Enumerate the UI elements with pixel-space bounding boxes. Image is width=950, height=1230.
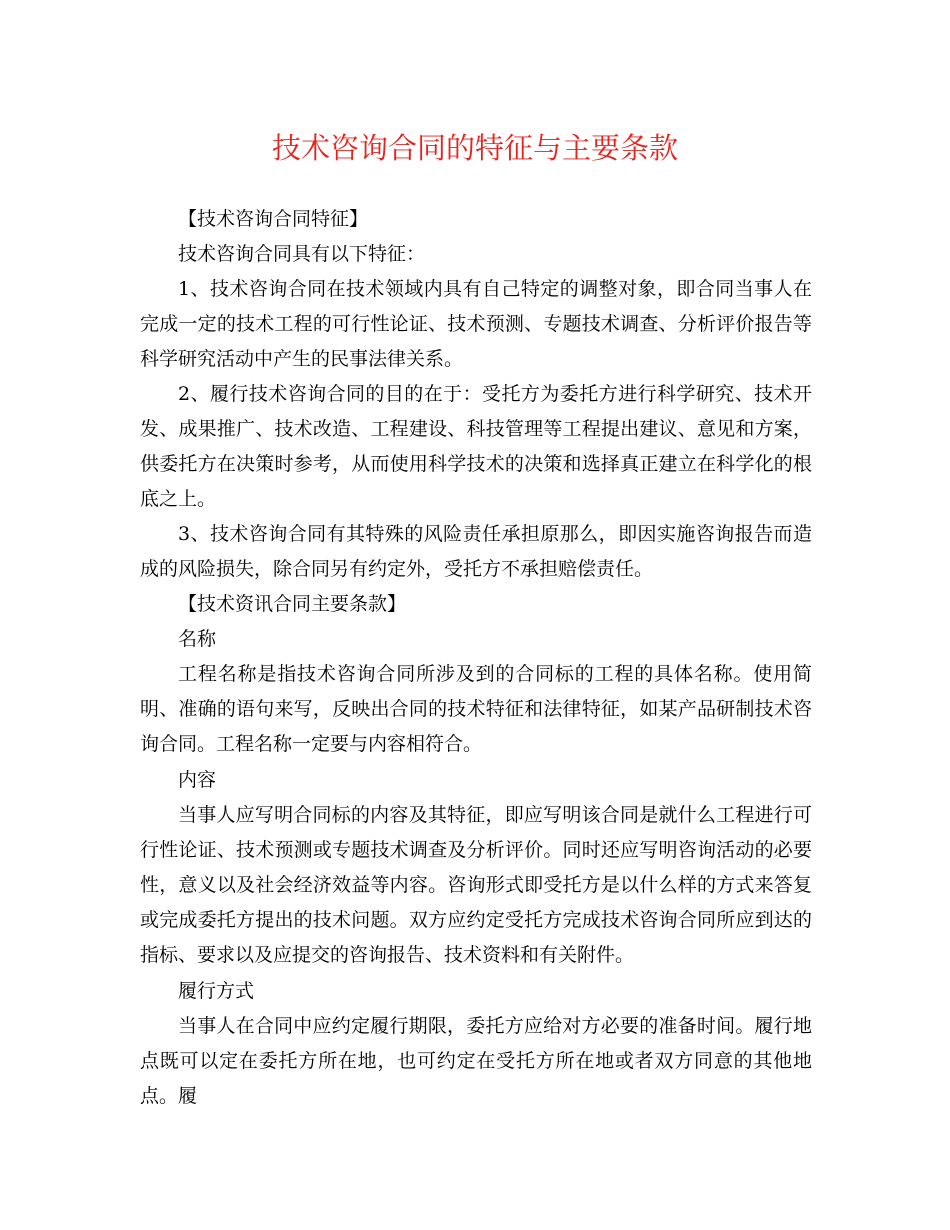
document-title: 技术咨询合同的特征与主要条款	[271, 131, 678, 165]
paragraph-feature-3: 3、技术咨询合同有其特殊的风险责任承担原那么，即因实施咨询报告而造成的风险损失，除合同另有约定外，受托方不承担赔偿责任。	[140, 523, 812, 580]
subheading-content: 内容	[178, 769, 217, 791]
section-heading-clauses: 【技术资讯合同主要条款】	[178, 593, 407, 615]
paragraph-content: 当事人应写明合同标的内容及其特征，即应写明该合同是就什么工程进行可行性论证、技术预测或专题技术调查及分析评价。同时还应写明咨询活动的必要性，意义以及社会经济效益等内容。咨询形式即受托方是以什么样的方式来答复或完成委托方提出的技术问题。双方应约定受托方完成技术咨询合同所应到达的指标、要求以及应提交的咨询报告、技术资料和有关附件。	[140, 804, 812, 966]
subheading-name: 名称	[178, 628, 217, 650]
subheading-performance: 履行方式	[178, 980, 255, 1002]
document-body	[140, 202, 812, 1114]
paragraph-performance: 当事人在合同中应约定履行期限，委托方应给对方必要的准备时间。履行地点既可以定在委托方所在地，也可约定在受托方所在地或者双方同意的其他地点。履	[140, 1015, 812, 1107]
paragraph-intro: 技术咨询合同具有以下特征：	[178, 243, 426, 265]
paragraph-feature-1: 1、技术咨询合同在技术领域内具有自己特定的调整对象，即合同当事人在完成一定的技术工程的可行性论证、技术预测、专题技术调查、分析评价报告等科学研究活动中产生的民事法律关系。	[140, 278, 812, 370]
paragraph-name: 工程名称是指技术咨询合同所涉及到的合同标的工程的具体名称。使用简明、准确的语句来写，反映出合同的技术特征和法律特征，如某产品研制技术咨询合同。工程名称一定要与内容相符合。	[140, 663, 812, 755]
paragraph-feature-2: 2、履行技术咨询合同的目的在于：受托方为委托方进行科学研究、技术开发、成果推广、技术改造、工程建设、科技管理等工程提出建议、意见和方案，供委托方在决策时参考，从而使用科学技术的决策和选择真正建立在科学化的根底之上。	[140, 383, 812, 510]
section-heading-features: 【技术咨询合同特征】	[178, 208, 369, 230]
